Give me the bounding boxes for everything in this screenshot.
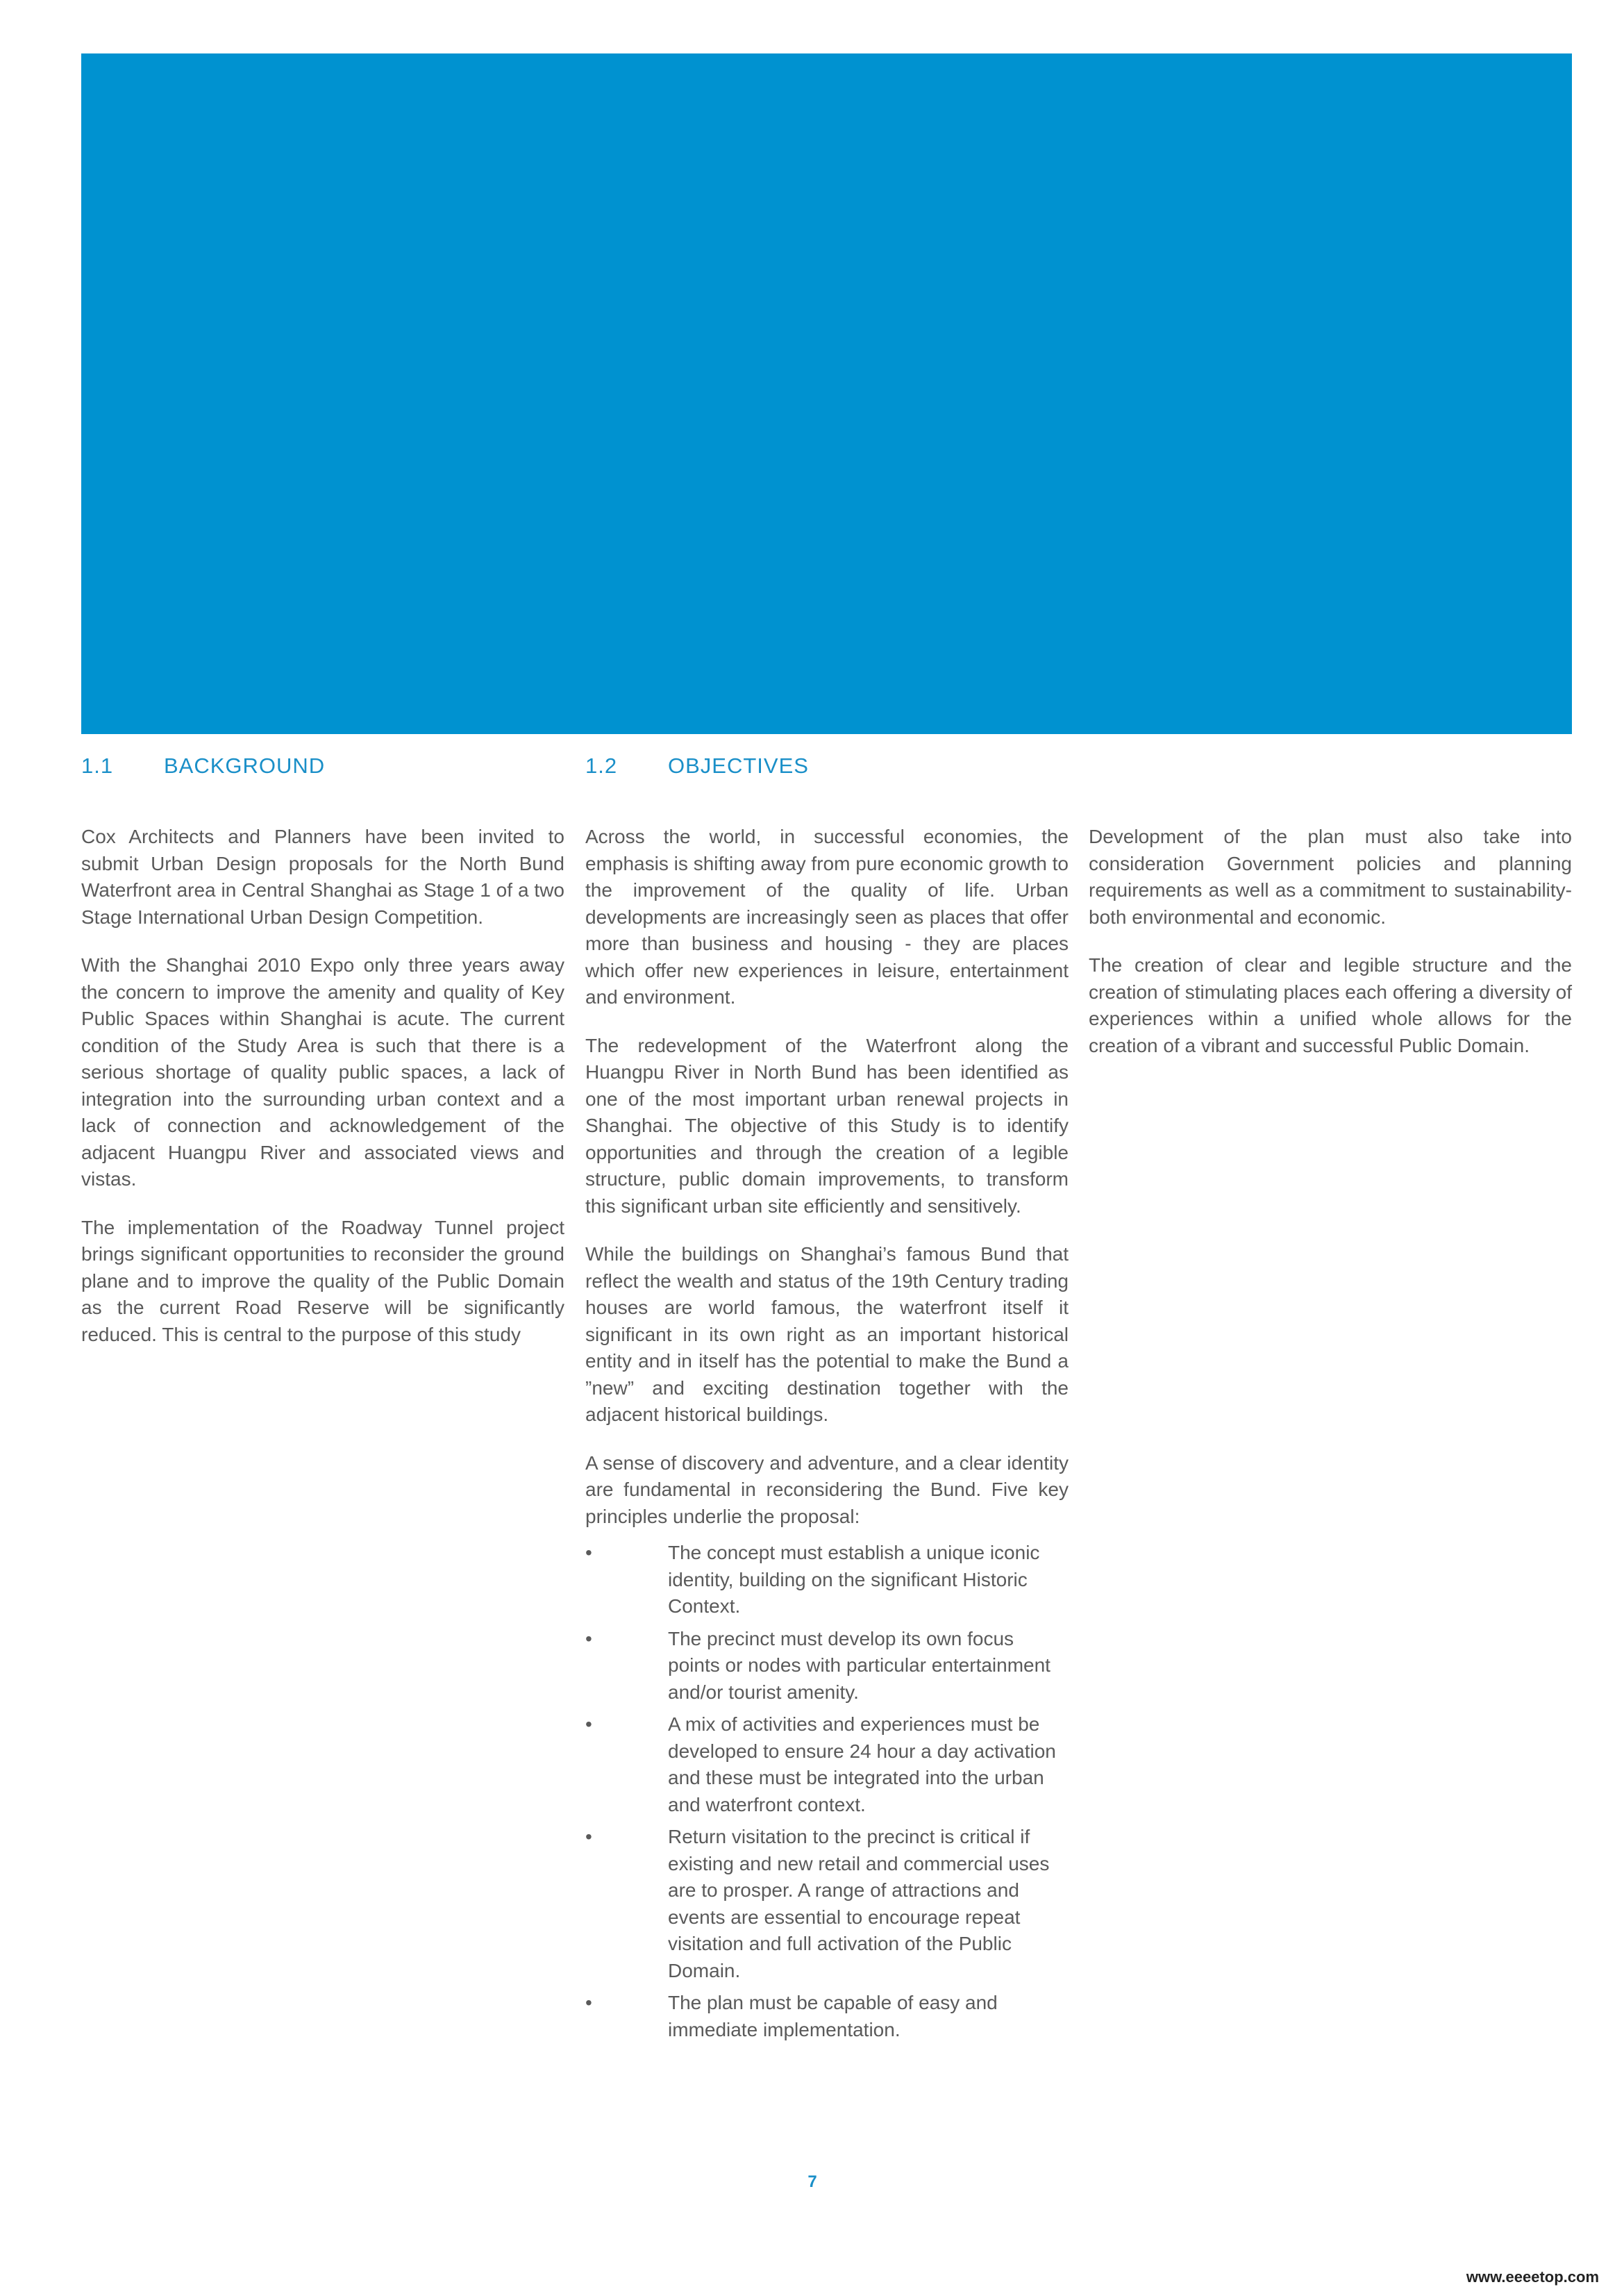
section-heading-objectives [585,749,1069,783]
hero-color-block [81,53,1572,734]
section-title: BACKGROUND [164,754,326,778]
paragraph: While the buildings on Shanghai’s famous Bund that reflect the wealth and status of the 19th Century trading houses are world famous, the waterfront itself it significant in its own right as an important historical entity and in itself has the potential to make the Bund a ”new” and exciting destination together with the adjacent historical buildings. [585,1243,1069,1425]
list-item [585,1711,1069,1818]
section-heading-background [81,749,564,783]
bullet-icon: • [585,1826,592,1847]
paragraph: Across the world, in successful economies, the emphasis is shifting away from pure economic growth to the improvement of the quality of life. Urban developments are increasingly seen as places that offer more than business and housing - they are places which offer new experiences in leisure, entertainment and environment. [585,826,1069,1008]
bullet-icon: • [585,1542,592,1563]
continuation-column [1089,824,1572,1081]
paragraph: With the Shanghai 2010 Expo only three years away the concern to improve the amenity and quality of Key Public Spaces within Shanghai is acute. The current condition of the Study Area is such that there is a serious shortage of quality public spaces, a lack of integration into the surrounding urban context and a lack of connection and acknowledgement of the adjacent Huangpu River and associated views and vistas. [81,954,564,1190]
paragraph: Development of the plan must also take into consideration Government policies and planning requirements as well as a commitment to sustainability- both environmental and economic. [1089,826,1572,928]
list-item-text: The precinct must develop its own focus points or nodes with particular entertainment and/or tourist amenity. [668,1627,1050,1703]
paragraph: The redevelopment of the Waterfront along the Huangpu River in North Bund has been identified as one of the most important urban renewal projects in Shanghai. The objective of this Study is to identify opportunities and through the creation of a legible structure, public domain improvements, to transform this significant urban site efficiently and sensitively. [585,1034,1069,1217]
paragraph: The implementation of the Roadway Tunnel project brings significant opportunities to reconsider the ground plane and to improve the quality of the Public Domain as the current Road Reserve will be significantly reduced. This is central to the purpose of this study [81,1216,564,1345]
list-item-text: The concept must establish a unique iconic identity, building on the significant Historic Context. [668,1542,1040,1617]
objectives-column [585,824,1069,2049]
paragraph: Cox Architects and Planners have been invited to submit Urban Design proposals for the North Bund Waterfront area in Central Shanghai as Stage 1 of a two Stage International Urban Design Competition. [81,826,564,928]
principles-list [585,1540,1069,2043]
list-item [585,1824,1069,1984]
list-item [585,1626,1069,1706]
list-item-text: A mix of activities and experiences must be developed to ensure 24 hour a day activation and these must be integrated into the urban and waterfront context. [668,1713,1056,1815]
bullet-icon: • [585,1713,592,1735]
section-number: 1.2 [585,754,618,778]
bullet-icon: • [585,1627,592,1649]
list-item-text: The plan must be capable of easy and immediate implementation. [668,1992,998,2040]
list-item [585,1990,1069,2043]
list-item-text: Return visitation to the precinct is critical if existing and new retail and commercial uses are to prosper. A range of attractions and events are essential to encourage repeat visitation and full activation of the Public Domain. [668,1826,1050,1981]
bullet-icon: • [585,1992,592,2013]
background-column [81,824,564,1370]
paragraph: The creation of clear and legible structure and the creation of stimulating places each offering a diversity of experiences within a unified whole allows for the creation of a vibrant and successful Public Domain. [1089,954,1572,1056]
section-number: 1.1 [81,754,114,778]
watermark: www.eeeetop.com [1466,2268,1599,2286]
page-number: 7 [807,2172,817,2191]
list-item [585,1540,1069,1620]
section-title: OBJECTIVES [668,754,809,778]
paragraph: A sense of discovery and adventure, and a clear identity are fundamental in reconsidering the Bund. Five key principles underlie the proposal: [585,1451,1069,1527]
